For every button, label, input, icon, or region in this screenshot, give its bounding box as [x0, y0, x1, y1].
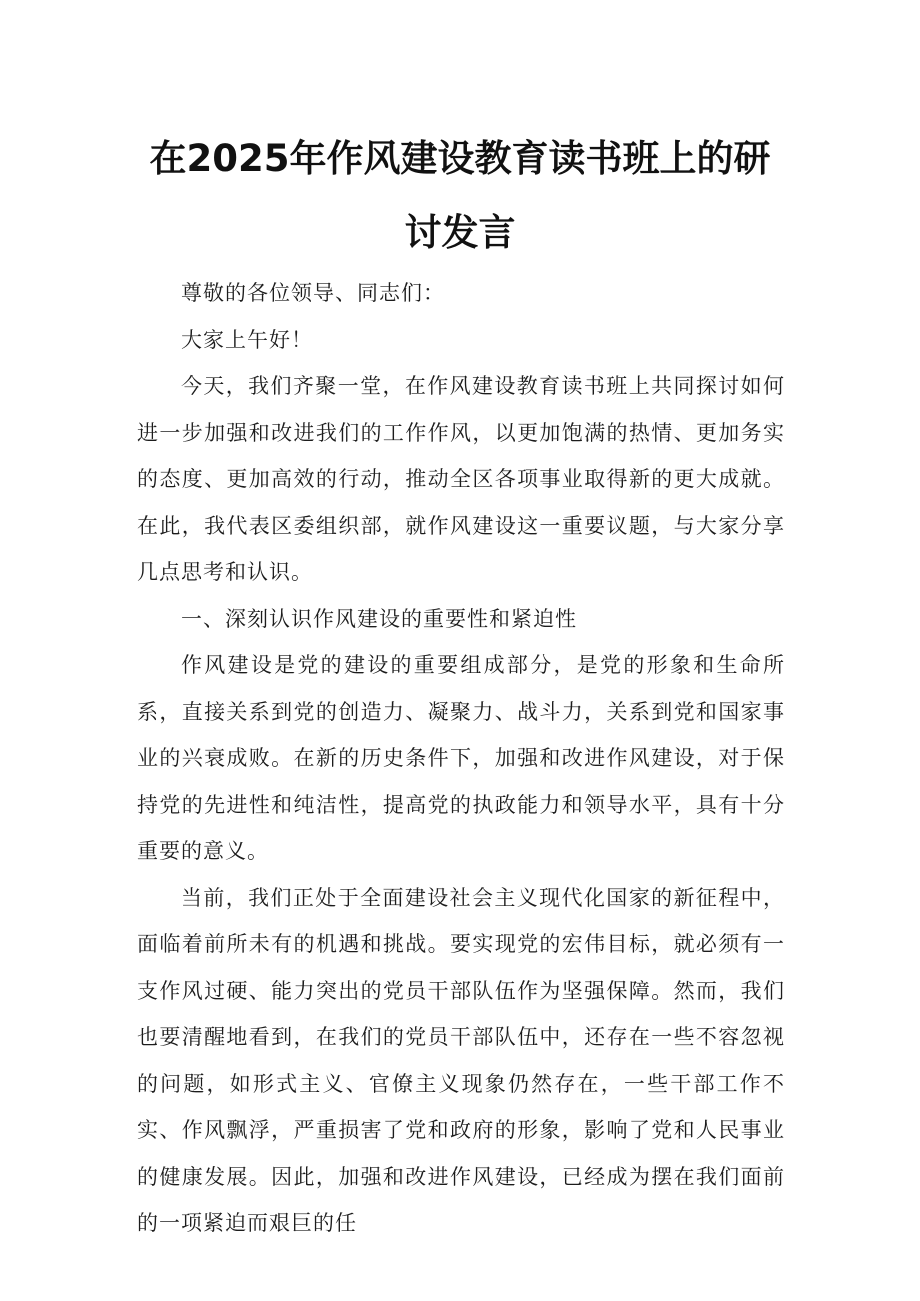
paragraph-current-situation: 当前，我们正处于全面建设社会主义现代化国家的新征程中，面临着前所未有的机遇和挑战。要实现党的宏伟目标，就必须有一支作风过硬、能力突出的党员干部队伍作为坚强保障。然而，我们也要清醒地看到，在我们的党员干部队伍中，还存在一些不容忽视的问题，如形式主义、官僚主义现象仍然存在，一些干部工作不实、作风飘浮，严重损害了党和政府的形象，影响了党和人民事业的健康发展。因此，加强和改进作风建设，已经成为摆在我们面前的一项紧迫而艰巨的任 — [137, 885, 785, 1235]
document-title-line-1: 在2025年作风建设教育读书班上的研 — [149, 137, 771, 180]
paragraph-importance: 作风建设是党的建设的重要组成部分，是党的形象和生命所系，直接关系到党的创造力、凝聚力、战斗力，关系到党和国家事业的兴衰成败。在新的历史条件下，加强和改进作风建设，对于保持党的先进性和纯洁性，提高党的执政能力和领导水平，具有十分重要的意义。 — [137, 653, 785, 863]
salutation: 尊敬的各位领导、同志们： — [181, 281, 445, 305]
section-heading-1: 一、深刻认识作风建设的重要性和紧迫性 — [181, 606, 577, 631]
document-title-line-2: 讨发言 — [404, 211, 516, 254]
greeting: 大家上午好！ — [181, 327, 313, 352]
document-body — [137, 270, 785, 1247]
paragraph-intro: 今天，我们齐聚一堂，在作风建设教育读书班上共同探讨如何进一步加强和改进我们的工作作风，以更加饱满的热情、更加务实的态度、更加高效的行动，推动全区各项事业取得新的更大成就。在此，我代表区委组织部，就作风建设这一重要议题，与大家分享几点思考和认识。 — [137, 374, 785, 584]
